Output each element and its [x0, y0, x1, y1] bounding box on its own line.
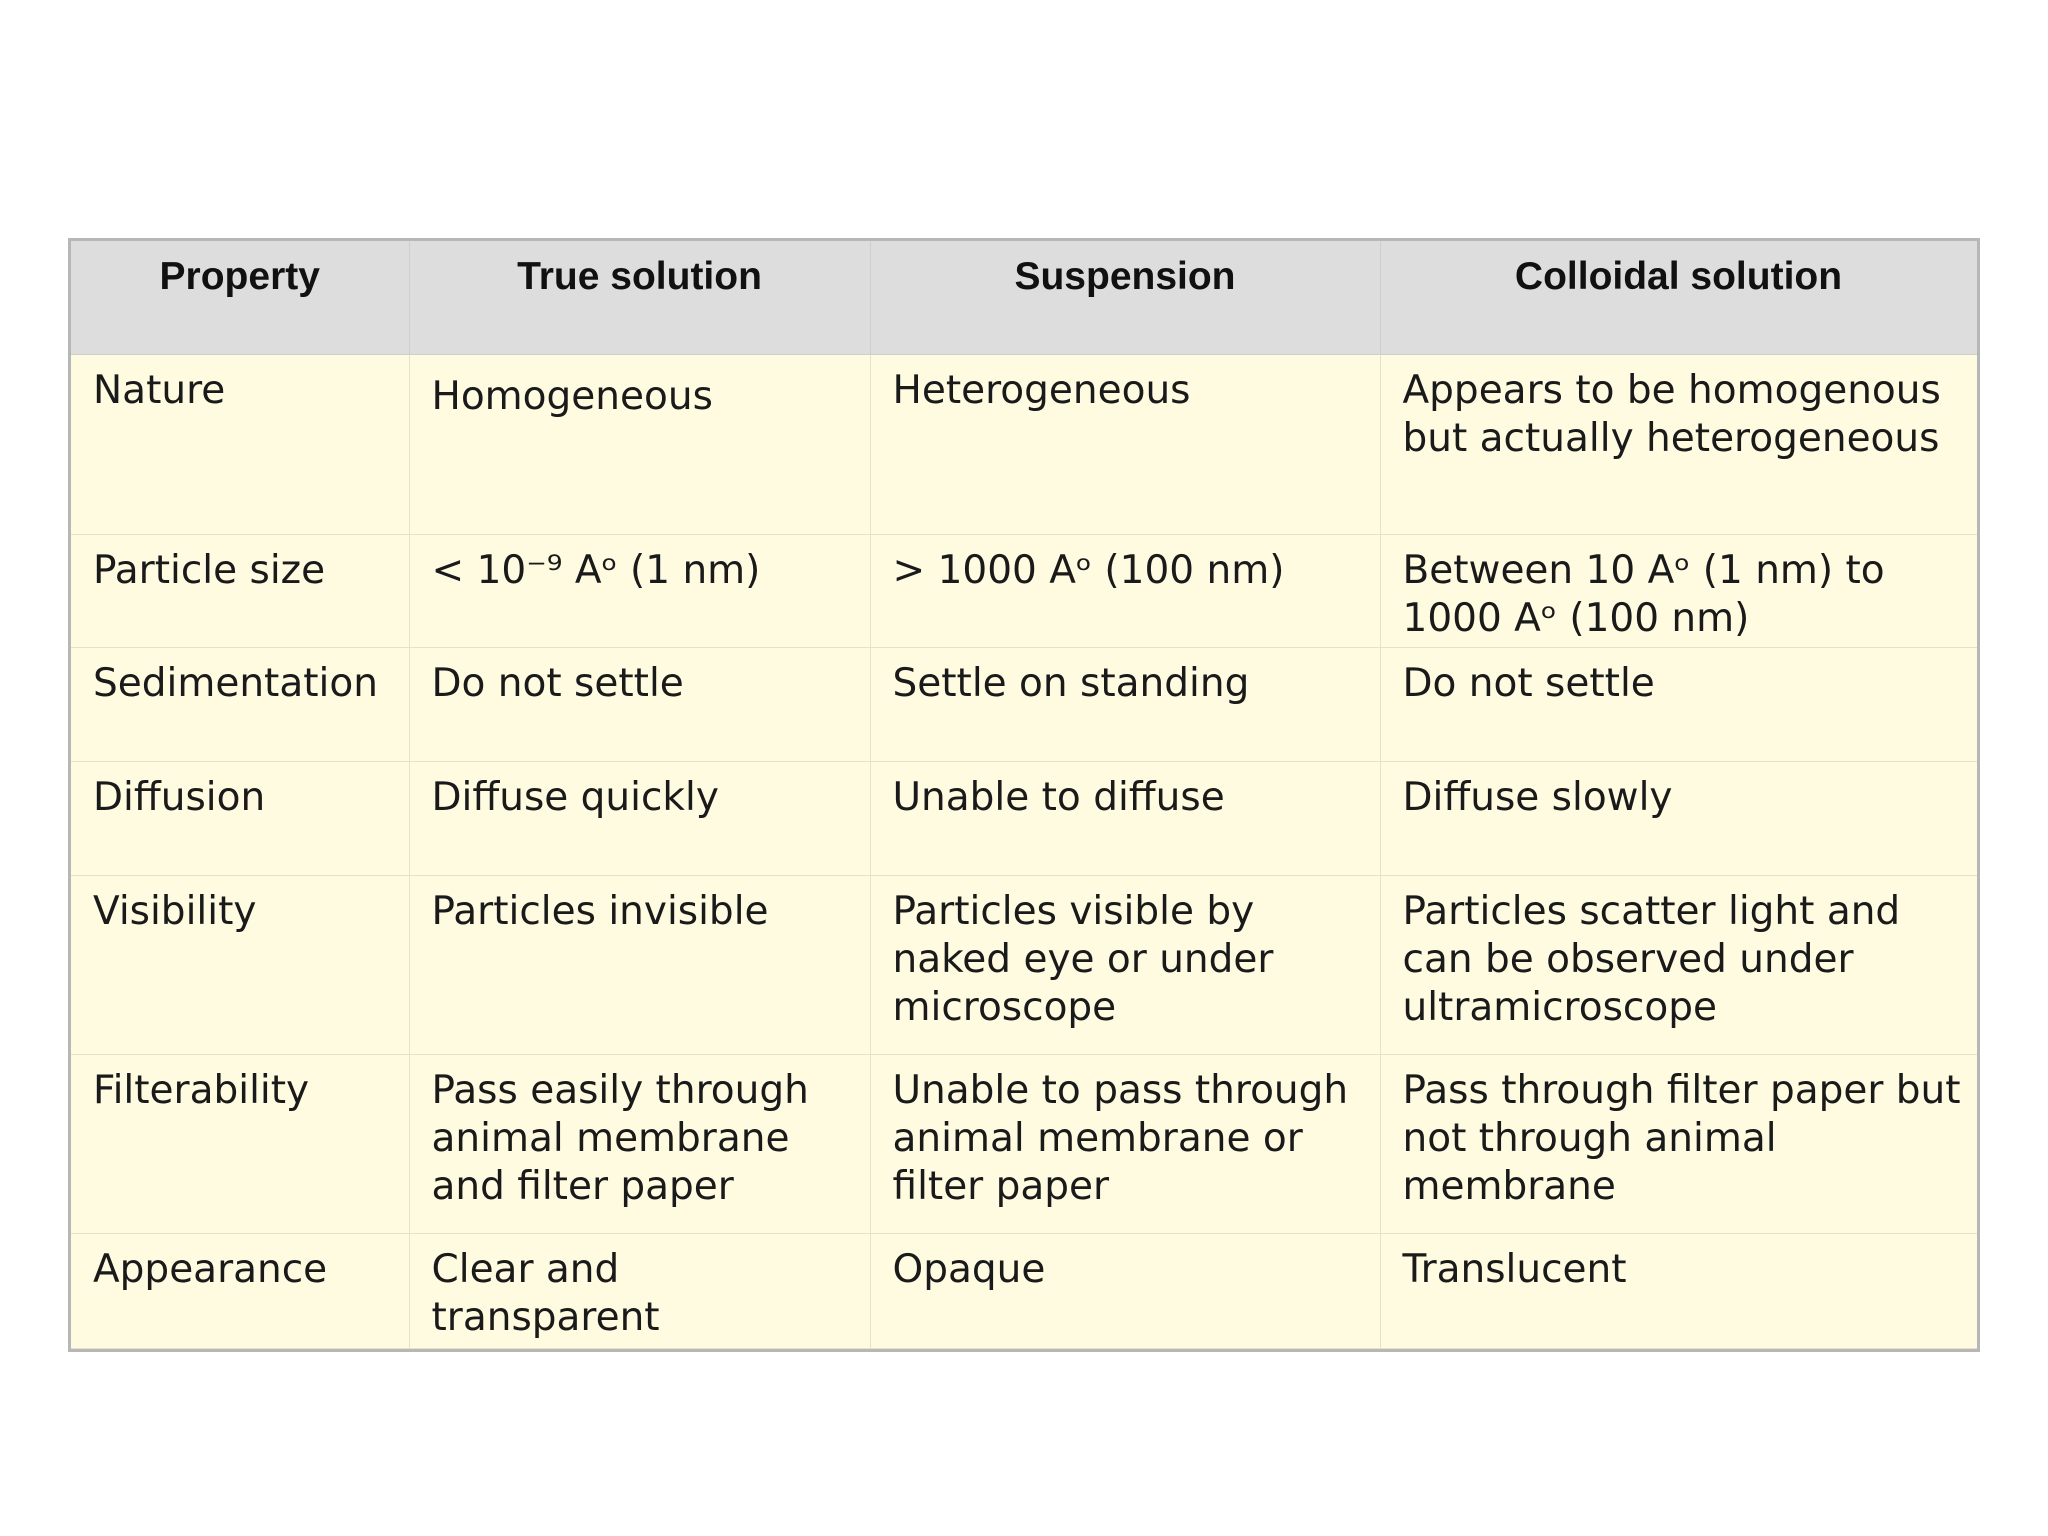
- cell-property: Visibility: [71, 875, 409, 1054]
- cell-property: Sedimentation: [71, 648, 409, 762]
- cell-suspension: Heterogeneous: [870, 354, 1380, 534]
- cell-true-solution: Pass easily through animal membrane and filter paper: [409, 1054, 870, 1233]
- cell-suspension: Opaque: [870, 1234, 1380, 1349]
- cell-suspension: Particles visible by naked eye or under microscope: [870, 875, 1380, 1054]
- table-row: [71, 875, 1977, 1054]
- cell-suspension: Unable to diffuse: [870, 762, 1380, 876]
- cell-property: Diffusion: [71, 762, 409, 876]
- table-row: [71, 1234, 1977, 1349]
- cell-colloidal: Appears to be homogenous but actually heterogeneous: [1380, 354, 1977, 534]
- cell-colloidal: Pass through filter paper but not through animal membrane: [1380, 1054, 1977, 1233]
- header-property: Property: [71, 241, 409, 354]
- table-row: [71, 648, 1977, 762]
- header-row: [71, 241, 1977, 354]
- header-suspension: Suspension: [870, 241, 1380, 354]
- cell-true-solution: Particles invisible: [409, 875, 870, 1054]
- header-colloidal-solution: Colloidal solution: [1380, 241, 1977, 354]
- cell-colloidal: Diffuse slowly: [1380, 762, 1977, 876]
- cell-suspension: Settle on standing: [870, 648, 1380, 762]
- cell-property: Filterability: [71, 1054, 409, 1233]
- cell-colloidal: Translucent: [1380, 1234, 1977, 1349]
- table-row: [71, 762, 1977, 876]
- cell-property: Particle size: [71, 534, 409, 648]
- cell-property: Nature: [71, 354, 409, 534]
- cell-property: Appearance: [71, 1234, 409, 1349]
- cell-colloidal: Do not settle: [1380, 648, 1977, 762]
- cell-true-solution: Do not settle: [409, 648, 870, 762]
- cell-suspension: [870, 1054, 1380, 1233]
- table-row: [71, 534, 1977, 648]
- cell-suspension: > 1000 Aᵒ (100 nm): [870, 534, 1380, 648]
- cell-true-solution: Homogeneous: [409, 354, 870, 534]
- cell-true-solution: < 10⁻⁹ Aᵒ (1 nm): [409, 534, 870, 648]
- cell-suspension-text: Unable to pass through animal membrane or filter paper: [892, 1067, 1349, 1209]
- header-true-solution: True solution: [409, 241, 870, 354]
- comparison-table: [68, 238, 1980, 1352]
- cell-true-solution: Diffuse quickly: [409, 762, 870, 876]
- cell-true-solution: Clear and transparent: [409, 1234, 870, 1349]
- properties-table: [71, 241, 1978, 1349]
- table-row: [71, 354, 1977, 534]
- cell-colloidal: Particles scatter light and can be observed under ultramicroscope: [1380, 875, 1977, 1054]
- cell-colloidal: Between 10 Aᵒ (1 nm) to 1000 Aᵒ (100 nm): [1380, 534, 1977, 648]
- table-row: [71, 1054, 1977, 1233]
